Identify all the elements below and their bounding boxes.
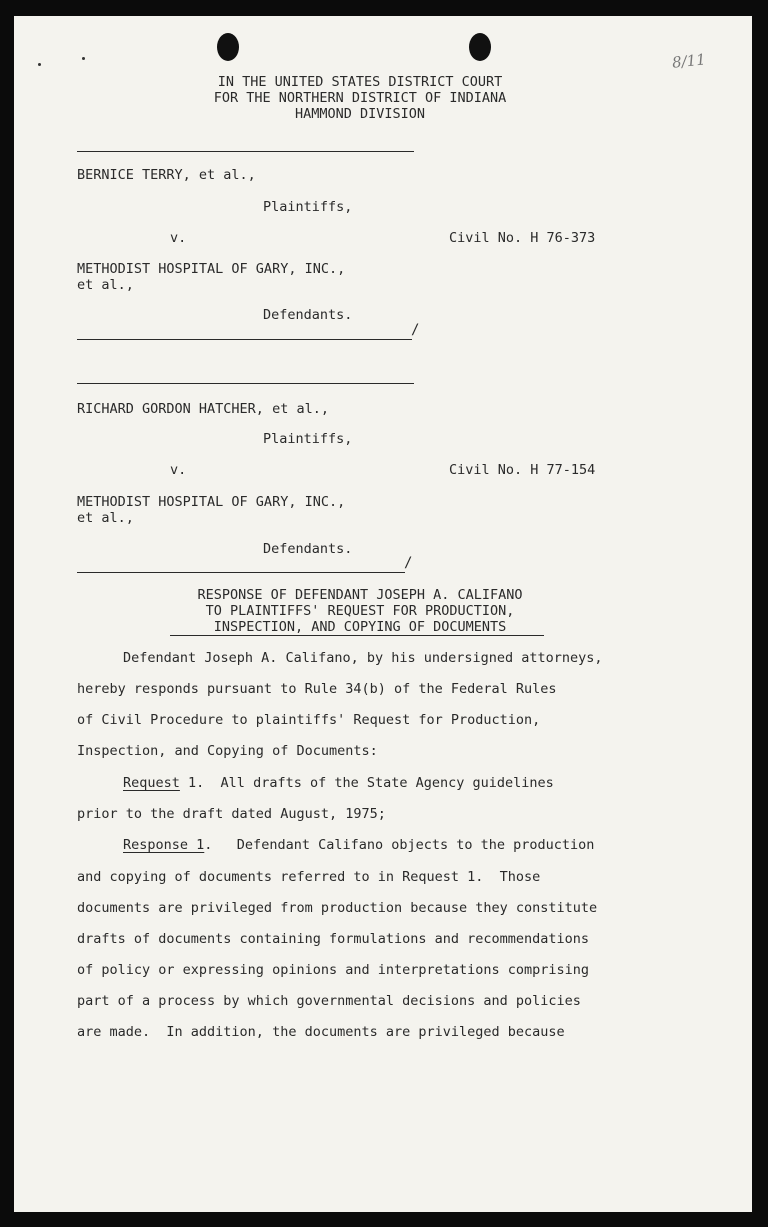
case2-plaintiff: RICHARD GORDON HATCHER, et al., bbox=[77, 401, 329, 417]
intro-line: Inspection, and Copying of Documents: bbox=[77, 743, 378, 759]
court-header-line1: IN THE UNITED STATES DISTRICT COURT bbox=[217, 74, 503, 90]
caption-rule bbox=[77, 339, 412, 340]
response1-text: Defendant Califano objects to the production bbox=[212, 837, 595, 853]
caption-slash: / bbox=[404, 555, 413, 571]
intro-line: of Civil Procedure to plaintiffs' Request for Production, bbox=[77, 712, 541, 728]
title-line2: TO PLAINTIFFS' REQUEST FOR PRODUCTION, bbox=[205, 603, 515, 619]
case1-plaintiffs-label: Plaintiffs, bbox=[263, 199, 353, 215]
request1-line2: prior to the draft dated August, 1975; bbox=[77, 806, 386, 822]
case1-defendants-label: Defendants. bbox=[263, 307, 353, 323]
response1-line: of policy or expressing opinions and interpretations comprising bbox=[77, 962, 590, 978]
case1-plaintiff: BERNICE TERRY, et al., bbox=[77, 167, 256, 183]
intro-line: hereby responds pursuant to Rule 34(b) of the Federal Rules bbox=[77, 681, 557, 697]
request1-label: Request bbox=[123, 775, 180, 791]
title-line1: RESPONSE OF DEFENDANT JOSEPH A. CALIFANO bbox=[197, 587, 523, 603]
caption-slash: / bbox=[411, 322, 420, 338]
intro-line: Defendant Joseph A. Califano, by his undersigned attorneys, bbox=[123, 650, 603, 666]
response1-label: Response 1 bbox=[123, 837, 205, 853]
title-underline bbox=[170, 635, 544, 636]
request1-number: 1. bbox=[179, 775, 205, 791]
handwritten-note: 8/11 bbox=[671, 50, 707, 72]
case1-versus: v. bbox=[170, 230, 187, 246]
response1-line: documents are privileged from production because they constitute bbox=[77, 900, 598, 916]
case2-defendants-label: Defendants. bbox=[263, 541, 353, 557]
title-line3: INSPECTION, AND COPYING OF DOCUMENTS bbox=[213, 619, 507, 635]
case1-defendant-line1: METHODIST HOSPITAL OF GARY, INC., bbox=[77, 261, 346, 277]
response1-line: drafts of documents containing formulations and recommendations bbox=[77, 931, 590, 947]
request1-line1 bbox=[123, 775, 554, 791]
case1-defendant-line2: et al., bbox=[77, 277, 134, 293]
caption-rule bbox=[77, 383, 414, 384]
response1-line: and copying of documents referred to in Request 1. Those bbox=[77, 869, 541, 885]
case2-defendant-line1: METHODIST HOSPITAL OF GARY, INC., bbox=[77, 494, 346, 510]
case2-plaintiffs-label: Plaintiffs, bbox=[263, 431, 353, 447]
case1-civil-number: Civil No. H 76-373 bbox=[449, 230, 596, 246]
court-header-line2: FOR THE NORTHERN DISTRICT OF INDIANA bbox=[213, 90, 507, 106]
case2-civil-number: Civil No. H 77-154 bbox=[449, 462, 596, 478]
response1-line1 bbox=[123, 837, 594, 853]
response1-line: part of a process by which governmental decisions and policies bbox=[77, 993, 581, 1009]
case2-defendant-line2: et al., bbox=[77, 510, 134, 526]
response1-line: are made. In addition, the documents are privileged because bbox=[77, 1024, 565, 1040]
case2-versus: v. bbox=[170, 462, 187, 478]
caption-rule bbox=[77, 151, 414, 152]
court-header-line3: HAMMOND DIVISION bbox=[294, 106, 426, 122]
response1-dot: . bbox=[204, 837, 213, 853]
caption-rule bbox=[77, 572, 405, 573]
request1-text: All drafts of the State Agency guidelines bbox=[204, 775, 554, 791]
